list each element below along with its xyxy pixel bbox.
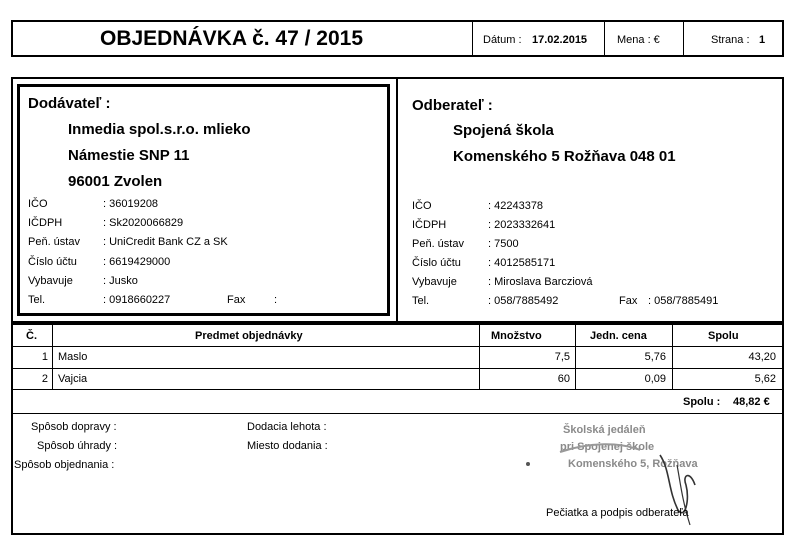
customer-address: Komenského 5 Rožňava 048 01 xyxy=(453,148,676,165)
supplier-field-label: IČDPH xyxy=(28,217,63,229)
col-line xyxy=(672,324,673,389)
total-line xyxy=(12,413,783,414)
page-label: Strana : xyxy=(711,34,750,46)
col-header-item: Predmet objednávky xyxy=(195,330,303,342)
supplier-field-value: : Sk2020066829 xyxy=(103,217,184,229)
customer-field-label: Tel. xyxy=(412,295,430,307)
customer-field-label: IČO xyxy=(412,200,432,212)
supplier-field-label: Tel. xyxy=(28,294,46,306)
signature-icon xyxy=(520,430,740,540)
grand-total-label: Spolu : xyxy=(683,396,721,408)
row-qty: 7,5 xyxy=(554,351,570,363)
supplier-field-value: : UniCredit Bank CZ a SK xyxy=(103,236,228,248)
supplier-field-label: Vybavuje xyxy=(28,275,73,287)
stamp-line: Školská jedáleň xyxy=(563,424,646,436)
datum-value: 17.02.2015 xyxy=(532,34,588,46)
parties-divider xyxy=(396,78,398,322)
page-value: 1 xyxy=(759,34,766,46)
transport-label: Spôsob dopravy : xyxy=(31,421,117,433)
header-divider xyxy=(472,21,473,56)
stamp-line: pri Spojenej škole xyxy=(560,441,655,453)
supplier-field-label: Peň. ústav xyxy=(28,236,80,248)
customer-fax-value: : 058/7885491 xyxy=(648,295,719,307)
grand-total-value: 48,82 € xyxy=(733,396,770,408)
currency-label: Mena : € xyxy=(617,34,660,46)
supplier-city: 96001 Zvolen xyxy=(68,173,163,190)
signature-label: Pečiatka a podpis odberateľa xyxy=(546,507,689,519)
stamp-line: Komenského 5, Rožňava xyxy=(568,458,698,470)
customer-field-value: : 2023332641 xyxy=(488,219,556,231)
row-total: 5,62 xyxy=(754,373,776,385)
supplier-field-value: : 36019208 xyxy=(103,198,159,210)
col-header-price: Jedn. cena xyxy=(590,330,647,342)
col-header-total: Spolu xyxy=(708,330,739,342)
table-header-line xyxy=(12,346,783,347)
supplier-fax-value: : xyxy=(274,294,278,306)
supplier-field-label: IČO xyxy=(28,198,48,210)
row-price: 5,76 xyxy=(644,351,666,363)
supplier-field-value: : 6619429000 xyxy=(103,256,171,268)
col-line xyxy=(479,324,480,389)
customer-heading: Odberateľ : xyxy=(412,97,493,114)
customer-field-value: : 058/7885492 xyxy=(488,295,559,307)
customer-field-label: Číslo účtu xyxy=(412,257,461,269)
supplier-box xyxy=(17,84,390,316)
header-divider xyxy=(683,21,684,56)
customer-field-value: : 42243378 xyxy=(488,200,544,212)
customer-field-label: Peň. ústav xyxy=(412,238,464,250)
payment-label: Spôsob úhrady : xyxy=(37,440,118,452)
datum-label: Dátum : xyxy=(483,34,522,46)
delivery-place-label: Miesto dodania : xyxy=(247,440,328,452)
col-header-no: Č. xyxy=(26,330,37,342)
customer-field-label: Vybavuje xyxy=(412,276,457,288)
supplier-field-label: Číslo účtu xyxy=(28,256,77,268)
supplier-fax-label: Fax xyxy=(227,294,246,306)
customer-field-value: : 4012585171 xyxy=(488,257,556,269)
row-line xyxy=(12,368,783,369)
header-divider xyxy=(604,21,605,56)
row-price: 0,09 xyxy=(644,373,666,385)
supplier-field-value: : 0918660227 xyxy=(103,294,171,306)
supplier-heading: Dodávateľ : xyxy=(28,95,111,112)
supplier-name: Inmedia spol.s.r.o. mlieko xyxy=(68,121,251,138)
customer-field-value: : 7500 xyxy=(488,238,519,250)
order-method-label: Spôsob objednania : xyxy=(14,459,115,471)
row-no: 1 xyxy=(41,351,48,363)
delivery-time-label: Dodacia lehota : xyxy=(247,421,327,433)
supplier-street: Námestie SNP 11 xyxy=(68,147,190,164)
customer-name: Spojená škola xyxy=(453,122,554,139)
supplier-field-value: : Jusko xyxy=(103,275,138,287)
col-header-qty: Množstvo xyxy=(491,330,542,342)
customer-field-value: : Miroslava Barcziová xyxy=(488,276,593,288)
customer-fax-label: Fax xyxy=(619,295,638,307)
customer-field-label: IČDPH xyxy=(412,219,447,231)
row-item: Vajcia xyxy=(58,373,88,385)
col-line xyxy=(52,324,53,389)
row-line xyxy=(12,389,783,390)
row-qty: 60 xyxy=(557,373,570,385)
page-title: OBJEDNÁVKA č. 47 / 2015 xyxy=(100,27,364,50)
row-item: Maslo xyxy=(58,351,88,363)
col-line xyxy=(575,324,576,389)
row-total: 43,20 xyxy=(748,351,776,363)
row-no: 2 xyxy=(41,373,48,385)
